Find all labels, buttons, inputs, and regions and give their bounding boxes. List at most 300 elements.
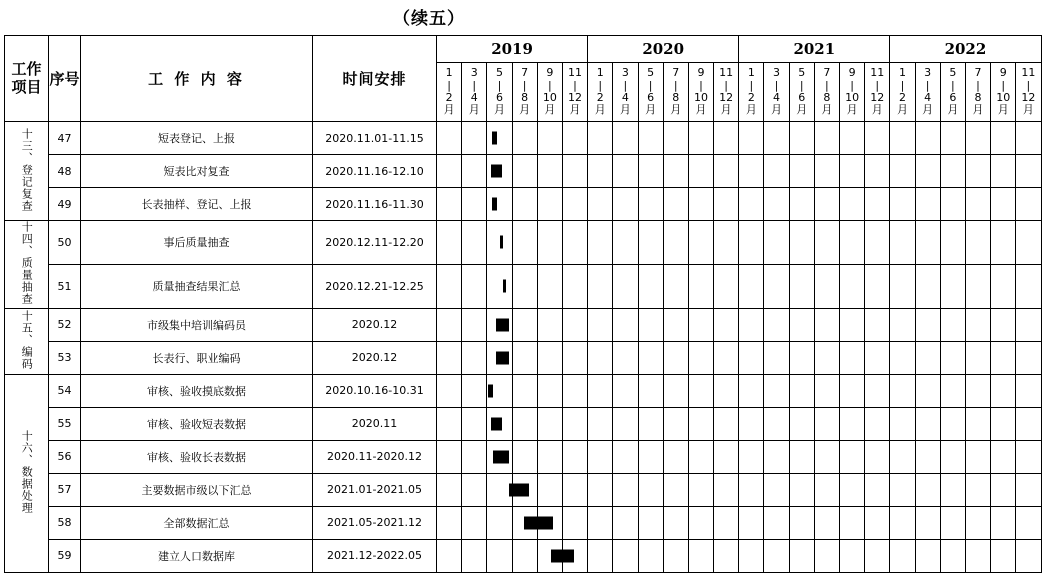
gantt-cell [537, 122, 562, 155]
gantt-cell [840, 506, 865, 539]
header-month-pair: 11 | 12 月 [714, 63, 739, 122]
gantt-cell [965, 539, 990, 572]
row-seq: 58 [49, 506, 81, 539]
gantt-cell [915, 440, 940, 473]
group-label: 十四、质量抽查 [20, 221, 34, 305]
gantt-cell [688, 122, 713, 155]
gantt-cell [638, 506, 663, 539]
gantt-cell [714, 506, 739, 539]
row-seq: 53 [49, 341, 81, 374]
gantt-cell [840, 374, 865, 407]
gantt-cell [562, 440, 587, 473]
gantt-cell [865, 539, 890, 572]
gantt-cell [840, 440, 865, 473]
gantt-cell [890, 308, 915, 341]
gantt-cell [789, 539, 814, 572]
gantt-cell [663, 374, 688, 407]
gantt-cell [562, 341, 587, 374]
table-row [5, 341, 1042, 374]
gantt-cell [1016, 308, 1041, 341]
gantt-cell [764, 122, 789, 155]
gantt-cell [764, 407, 789, 440]
gantt-cell [688, 221, 713, 265]
header-month-pair: 3 | 4 月 [462, 63, 487, 122]
gantt-cell [789, 407, 814, 440]
gantt-cell [512, 188, 537, 221]
gantt-cell [437, 122, 462, 155]
gantt-cell [588, 308, 613, 341]
gantt-cell [940, 264, 965, 308]
gantt-cell [714, 122, 739, 155]
gantt-cell [789, 155, 814, 188]
gantt-cell [814, 221, 839, 265]
table-body [5, 122, 1042, 573]
gantt-cell [487, 122, 512, 155]
gantt-cell [613, 539, 638, 572]
gantt-cell [890, 506, 915, 539]
gantt-cell [840, 308, 865, 341]
gantt-cell [965, 440, 990, 473]
gantt-cell [462, 155, 487, 188]
gantt-cell [437, 308, 462, 341]
gantt-cell [487, 341, 512, 374]
table-row [5, 155, 1042, 188]
gantt-cell [462, 264, 487, 308]
gantt-cell [487, 374, 512, 407]
gantt-cell [1016, 407, 1041, 440]
gantt-cell [789, 473, 814, 506]
header-month-pair: 1 | 2 月 [739, 63, 764, 122]
gantt-cell [437, 374, 462, 407]
gantt-cell [865, 506, 890, 539]
gantt-cell [512, 308, 537, 341]
row-time: 2020.11.01-11.15 [313, 122, 437, 155]
gantt-cell [814, 440, 839, 473]
gantt-cell [890, 188, 915, 221]
gantt-cell [789, 341, 814, 374]
gantt-cell [991, 374, 1016, 407]
row-seq: 48 [49, 155, 81, 188]
gantt-cell [487, 506, 512, 539]
row-content: 审核、验收摸底数据 [81, 374, 313, 407]
gantt-cell [714, 341, 739, 374]
gantt-cell [840, 264, 865, 308]
table-row [5, 122, 1042, 155]
gantt-cell [991, 188, 1016, 221]
schedule-table [4, 35, 1042, 573]
gantt-cell [487, 264, 512, 308]
row-content: 长表行、职业编码 [81, 341, 313, 374]
row-seq: 57 [49, 473, 81, 506]
header-content-cell [81, 36, 313, 122]
gantt-cell [638, 407, 663, 440]
header-month-pair: 7 | 8 月 [965, 63, 990, 122]
gantt-cell [714, 407, 739, 440]
header-month-pair: 5 | 6 月 [487, 63, 512, 122]
gantt-cell [512, 341, 537, 374]
gantt-cell [940, 308, 965, 341]
gantt-cell [1016, 539, 1041, 572]
gantt-cell [588, 473, 613, 506]
gantt-cell [991, 440, 1016, 473]
gantt-cell [965, 407, 990, 440]
gantt-cell [1016, 221, 1041, 265]
gantt-cell [814, 506, 839, 539]
gantt-cell [865, 188, 890, 221]
gantt-cell [739, 407, 764, 440]
gantt-cell [789, 374, 814, 407]
row-seq: 50 [49, 221, 81, 265]
gantt-cell [840, 155, 865, 188]
gantt-cell [1016, 440, 1041, 473]
gantt-cell [638, 539, 663, 572]
gantt-cell [638, 473, 663, 506]
gantt-cell [512, 155, 537, 188]
gantt-cell [965, 122, 990, 155]
gantt-cell [915, 473, 940, 506]
header-content-label: 工 作 内 容 [148, 70, 245, 88]
table-row [5, 407, 1042, 440]
gantt-cell [789, 264, 814, 308]
gantt-cell [1016, 264, 1041, 308]
row-time: 2020.11-2020.12 [313, 440, 437, 473]
gantt-cell [537, 506, 562, 539]
row-seq: 51 [49, 264, 81, 308]
gantt-cell [588, 188, 613, 221]
gantt-cell [991, 506, 1016, 539]
header-month-pair: 1 | 2 月 [890, 63, 915, 122]
gantt-cell [991, 221, 1016, 265]
gantt-cell [1016, 506, 1041, 539]
gantt-cell [537, 264, 562, 308]
gantt-cell [462, 506, 487, 539]
header-month-pair: 9 | 10 月 [688, 63, 713, 122]
group-label-cell [5, 122, 49, 221]
gantt-cell [991, 155, 1016, 188]
header-item-cell [5, 36, 49, 122]
gantt-cell [437, 188, 462, 221]
gantt-cell [462, 122, 487, 155]
header-time-cell [313, 36, 437, 122]
gantt-cell [965, 506, 990, 539]
gantt-cell [764, 506, 789, 539]
header-year-2022: 2022 [890, 36, 1041, 63]
gantt-cell [865, 407, 890, 440]
gantt-cell [965, 473, 990, 506]
gantt-cell [940, 506, 965, 539]
gantt-cell [714, 221, 739, 265]
header-seq-label: 序号 [49, 70, 80, 88]
gantt-cell [840, 473, 865, 506]
gantt-cell [965, 308, 990, 341]
gantt-cell [487, 221, 512, 265]
gantt-cell [437, 407, 462, 440]
gantt-cell [789, 221, 814, 265]
gantt-cell [940, 440, 965, 473]
gantt-cell [462, 221, 487, 265]
gantt-cell [613, 374, 638, 407]
table-row [5, 440, 1042, 473]
gantt-cell [462, 440, 487, 473]
gantt-cell [437, 473, 462, 506]
gantt-cell [965, 374, 990, 407]
gantt-cell [462, 539, 487, 572]
gantt-cell [562, 506, 587, 539]
table-row [5, 188, 1042, 221]
gantt-cell [688, 308, 713, 341]
gantt-cell [562, 188, 587, 221]
gantt-cell [915, 506, 940, 539]
gantt-cell [663, 308, 688, 341]
gantt-cell [965, 264, 990, 308]
gantt-cell [487, 407, 512, 440]
gantt-cell [865, 264, 890, 308]
gantt-cell [1016, 473, 1041, 506]
gantt-cell [613, 155, 638, 188]
gantt-cell [965, 341, 990, 374]
gantt-cell [890, 155, 915, 188]
group-label-cell [5, 374, 49, 572]
gantt-cell [663, 341, 688, 374]
gantt-cell [1016, 122, 1041, 155]
gantt-cell [915, 155, 940, 188]
row-time: 2021.05-2021.12 [313, 506, 437, 539]
gantt-cell [714, 188, 739, 221]
gantt-cell [437, 440, 462, 473]
header-month-pair: 7 | 8 月 [512, 63, 537, 122]
gantt-cell [739, 155, 764, 188]
gantt-cell [562, 539, 587, 572]
row-content: 短表比对复查 [81, 155, 313, 188]
gantt-cell [814, 264, 839, 308]
gantt-cell [613, 440, 638, 473]
gantt-cell [865, 308, 890, 341]
gantt-cell [814, 155, 839, 188]
gantt-cell [739, 308, 764, 341]
gantt-cell [814, 341, 839, 374]
row-content: 质量抽查结果汇总 [81, 264, 313, 308]
gantt-cell [588, 539, 613, 572]
row-content: 审核、验收长表数据 [81, 440, 313, 473]
gantt-cell [487, 308, 512, 341]
gantt-cell [688, 407, 713, 440]
gantt-cell [814, 188, 839, 221]
gantt-cell [991, 264, 1016, 308]
group-label: 十三、登记复查 [20, 127, 34, 212]
table-row [5, 473, 1042, 506]
gantt-cell [739, 122, 764, 155]
gantt-cell [890, 539, 915, 572]
gantt-cell [739, 188, 764, 221]
group-label: 十五、编码 [20, 309, 34, 370]
gantt-cell [865, 221, 890, 265]
header-month-pair: 7 | 8 月 [814, 63, 839, 122]
gantt-cell [688, 506, 713, 539]
gantt-cell [764, 374, 789, 407]
header-item-label: 工作项目 [11, 60, 42, 96]
gantt-cell [638, 221, 663, 265]
gantt-cell [714, 155, 739, 188]
gantt-cell [940, 221, 965, 265]
gantt-cell [688, 264, 713, 308]
gantt-cell [789, 308, 814, 341]
gantt-cell [789, 122, 814, 155]
gantt-cell [537, 473, 562, 506]
row-content: 全部数据汇总 [81, 506, 313, 539]
gantt-cell [814, 539, 839, 572]
gantt-cell [814, 308, 839, 341]
gantt-cell [814, 407, 839, 440]
gantt-cell [739, 374, 764, 407]
gantt-cell [613, 341, 638, 374]
gantt-cell [890, 221, 915, 265]
gantt-cell [562, 221, 587, 265]
gantt-cell [688, 188, 713, 221]
gantt-cell [588, 407, 613, 440]
gantt-cell [588, 221, 613, 265]
gantt-cell [915, 122, 940, 155]
gantt-cell [437, 221, 462, 265]
gantt-cell [462, 308, 487, 341]
table-row [5, 539, 1042, 572]
gantt-cell [588, 440, 613, 473]
gantt-cell [562, 374, 587, 407]
gantt-cell [714, 440, 739, 473]
row-seq: 47 [49, 122, 81, 155]
gantt-cell [739, 506, 764, 539]
gantt-cell [915, 374, 940, 407]
gantt-cell [764, 539, 789, 572]
gantt-cell [512, 122, 537, 155]
gantt-cell [487, 188, 512, 221]
header-month-pair: 7 | 8 月 [663, 63, 688, 122]
header-year-2020: 2020 [588, 36, 739, 63]
table-row [5, 308, 1042, 341]
gantt-cell [915, 264, 940, 308]
gantt-cell [890, 341, 915, 374]
gantt-cell [613, 188, 638, 221]
header-month-pair: 1 | 2 月 [588, 63, 613, 122]
gantt-cell [638, 155, 663, 188]
gantt-cell [487, 440, 512, 473]
gantt-cell [437, 506, 462, 539]
gantt-cell [890, 122, 915, 155]
gantt-cell [462, 341, 487, 374]
header-month-pair: 5 | 6 月 [789, 63, 814, 122]
gantt-cell [562, 264, 587, 308]
gantt-cell [562, 407, 587, 440]
row-content: 市级集中培训编码员 [81, 308, 313, 341]
page-title: （续五） [393, 9, 465, 29]
row-seq: 55 [49, 407, 81, 440]
gantt-cell [940, 407, 965, 440]
gantt-cell [512, 440, 537, 473]
gantt-cell [663, 407, 688, 440]
gantt-cell [915, 308, 940, 341]
gantt-cell [537, 539, 562, 572]
gantt-cell [613, 221, 638, 265]
gantt-cell [840, 407, 865, 440]
gantt-cell [814, 374, 839, 407]
gantt-cell [588, 506, 613, 539]
gantt-cell [638, 374, 663, 407]
gantt-cell [739, 221, 764, 265]
gantt-cell [638, 188, 663, 221]
gantt-cell [512, 221, 537, 265]
gantt-cell [487, 539, 512, 572]
gantt-cell [537, 308, 562, 341]
gantt-cell [663, 440, 688, 473]
gantt-cell [562, 122, 587, 155]
gantt-cell [940, 155, 965, 188]
gantt-cell [739, 539, 764, 572]
gantt-cell [1016, 188, 1041, 221]
header-month-pair: 9 | 10 月 [991, 63, 1016, 122]
gantt-cell [890, 374, 915, 407]
gantt-cell [915, 539, 940, 572]
header-month-pair: 11 | 12 月 [1016, 63, 1041, 122]
gantt-cell [537, 188, 562, 221]
gantt-cell [764, 473, 789, 506]
table-row [5, 221, 1042, 265]
gantt-cell [537, 374, 562, 407]
header-time-label: 时间安排 [342, 70, 407, 88]
gantt-cell [915, 221, 940, 265]
gantt-cell [1016, 155, 1041, 188]
header-month-pair: 1 | 2 月 [437, 63, 462, 122]
gantt-cell [739, 440, 764, 473]
gantt-cell [940, 188, 965, 221]
header-year-row [5, 36, 1042, 63]
row-time: 2020.12 [313, 308, 437, 341]
row-time: 2020.12.21-12.25 [313, 264, 437, 308]
gantt-cell [588, 341, 613, 374]
row-content: 审核、验收短表数据 [81, 407, 313, 440]
gantt-cell [613, 122, 638, 155]
header-month-pair: 3 | 4 月 [915, 63, 940, 122]
header-seq-cell [49, 36, 81, 122]
gantt-cell [1016, 374, 1041, 407]
gantt-cell [437, 539, 462, 572]
table-row [5, 506, 1042, 539]
gantt-cell [965, 155, 990, 188]
gantt-cell [588, 155, 613, 188]
gantt-cell [537, 155, 562, 188]
row-seq: 52 [49, 308, 81, 341]
gantt-cell [991, 122, 1016, 155]
gantt-cell [562, 473, 587, 506]
gantt-cell [940, 473, 965, 506]
gantt-cell [663, 221, 688, 265]
gantt-cell [512, 539, 537, 572]
gantt-cell [663, 155, 688, 188]
row-time: 2021.01-2021.05 [313, 473, 437, 506]
gantt-cell [764, 221, 789, 265]
gantt-cell [613, 308, 638, 341]
gantt-cell [840, 122, 865, 155]
gantt-cell [688, 473, 713, 506]
gantt-cell [714, 308, 739, 341]
gantt-cell [437, 341, 462, 374]
gantt-cell [512, 374, 537, 407]
row-time: 2021.12-2022.05 [313, 539, 437, 572]
header-month-pair: 5 | 6 月 [940, 63, 965, 122]
gantt-cell [764, 155, 789, 188]
gantt-cell [940, 122, 965, 155]
gantt-cell [537, 407, 562, 440]
row-time: 2020.12.11-12.20 [313, 221, 437, 265]
gantt-cell [814, 122, 839, 155]
